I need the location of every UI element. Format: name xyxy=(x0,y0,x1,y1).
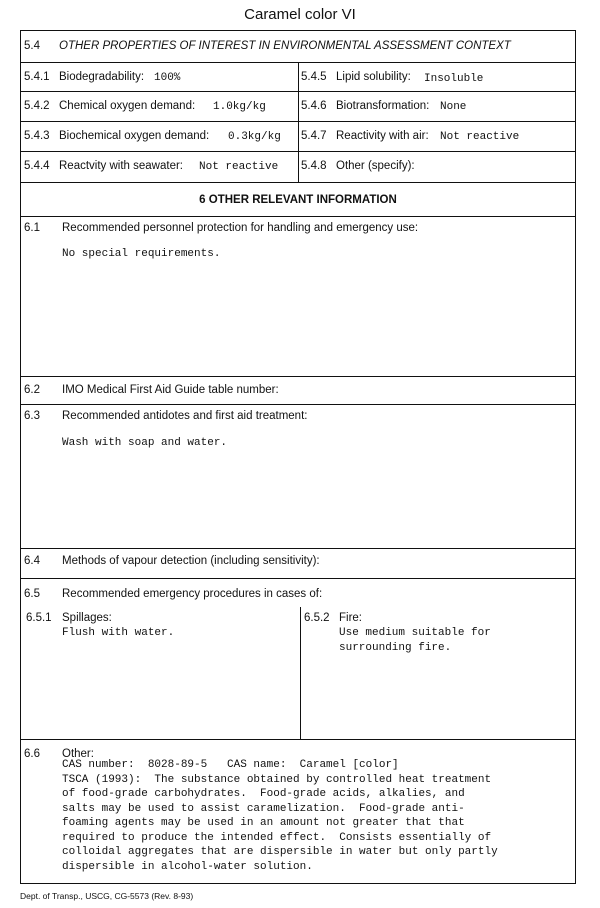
section-number: 6.3 xyxy=(24,410,40,422)
section-6-3-row xyxy=(21,405,575,549)
data-sheet-form xyxy=(20,30,576,884)
property-row xyxy=(21,92,575,122)
property-number: 5.4.8 xyxy=(301,160,327,172)
section-heading: OTHER PROPERTIES OF INTEREST IN ENVIRONMENTAL ASSESSMENT CONTEXT xyxy=(59,40,511,52)
section-label: IMO Medical First Aid Guide table number: xyxy=(62,384,279,396)
property-cell-biochemical-oxygen-demand xyxy=(21,122,298,151)
section-6-1-row xyxy=(21,217,575,377)
section-number: 6.4 xyxy=(24,555,40,567)
property-label: Biodegradability: xyxy=(59,71,145,83)
property-cell-other xyxy=(298,152,575,182)
section-heading: 6 OTHER RELEVANT INFORMATION xyxy=(199,194,397,206)
section-label: Recommended personnel protection for handling and emergency use: xyxy=(62,222,419,234)
property-label: Chemical oxygen demand: xyxy=(59,100,196,112)
section-value: Wash with soap and water. xyxy=(62,437,228,449)
property-value: Insoluble xyxy=(424,73,484,85)
property-row xyxy=(21,152,575,183)
property-value: 1.0kg/kg xyxy=(213,101,266,113)
property-value: Not reactive xyxy=(199,161,279,173)
section-6-6-row xyxy=(21,740,575,883)
property-cell-reactivity-with-air xyxy=(298,122,575,151)
section-6-heading-row xyxy=(21,183,575,217)
section-5-4-row xyxy=(21,31,575,63)
property-row xyxy=(21,63,575,92)
section-number: 6.5 xyxy=(24,588,40,600)
section-value: CAS number: 8028-89-5 CAS name: Caramel [color] TSCA (1993): The substance obtained by controlled heat treatment of food-grade carbohydrates. Food-grade acids, alkalies, and salts may be used to assist caramelization. Food-grade anti- foaming agents may be used in an amount not greater that that required to produce the intended effect. Consists essentially of colloidal aggregates that are dispersible in water but only partly dispersible in alcohol-water solution. xyxy=(62,759,498,873)
property-value: Not reactive xyxy=(440,131,520,143)
section-value: Use medium suitable for surrounding fire. xyxy=(339,627,491,654)
section-6-4-row xyxy=(21,549,575,579)
section-number: 6.2 xyxy=(24,384,40,396)
section-number: 6.5.2 xyxy=(304,612,330,624)
section-value: No special requirements. xyxy=(62,248,221,260)
property-cell-lipid-solubility xyxy=(298,63,575,91)
property-label: Biotransformation: xyxy=(336,100,430,112)
section-label: Recommended emergency procedures in cases of: xyxy=(62,588,323,600)
section-number: 6.6 xyxy=(24,748,40,760)
section-value: Flush with water. xyxy=(62,627,175,639)
section-6-5-row xyxy=(21,579,575,740)
property-label: Other (specify): xyxy=(336,160,415,172)
property-label: Lipid solubility: xyxy=(336,71,411,83)
section-6-2-row xyxy=(21,377,575,405)
property-number: 5.4.5 xyxy=(301,71,327,83)
property-row xyxy=(21,122,575,152)
property-cell-chemical-oxygen-demand xyxy=(21,92,298,121)
property-number: 5.4.1 xyxy=(24,71,50,83)
property-value: None xyxy=(440,101,467,113)
section-number: 6.1 xyxy=(24,222,40,234)
property-cell-biotransformation xyxy=(298,92,575,121)
section-number: 5.4 xyxy=(24,40,40,52)
property-value: 0.3kg/kg xyxy=(228,131,281,143)
section-label: Spillages: xyxy=(62,612,112,624)
fire-cell xyxy=(300,607,575,739)
property-number: 5.4.6 xyxy=(301,100,327,112)
section-number: 6.5.1 xyxy=(26,612,52,624)
emergency-procedures-grid xyxy=(21,607,575,739)
property-number: 5.4.7 xyxy=(301,130,327,142)
property-number: 5.4.2 xyxy=(24,100,50,112)
section-label: Other: xyxy=(62,748,94,760)
section-label: Methods of vapour detection (including sensitivity): xyxy=(62,555,320,567)
document-title: Caramel color VI xyxy=(244,6,356,23)
property-label: Biochemical oxygen demand: xyxy=(59,130,210,142)
property-cell-reactivity-with-seawater xyxy=(21,152,298,182)
section-label: Fire: xyxy=(339,612,362,624)
property-value: 100% xyxy=(154,72,181,84)
section-label: Recommended antidotes and first aid treatment: xyxy=(62,410,308,422)
property-number: 5.4.4 xyxy=(24,160,50,172)
spillages-cell xyxy=(21,607,300,739)
property-label: Reactvity with seawater: xyxy=(59,160,183,172)
property-number: 5.4.3 xyxy=(24,130,50,142)
property-label: Reactivity with air: xyxy=(336,130,429,142)
form-footer: Dept. of Transp., USCG, CG-5573 (Rev. 8-93) xyxy=(20,891,194,901)
property-cell-biodegradability xyxy=(21,63,298,91)
